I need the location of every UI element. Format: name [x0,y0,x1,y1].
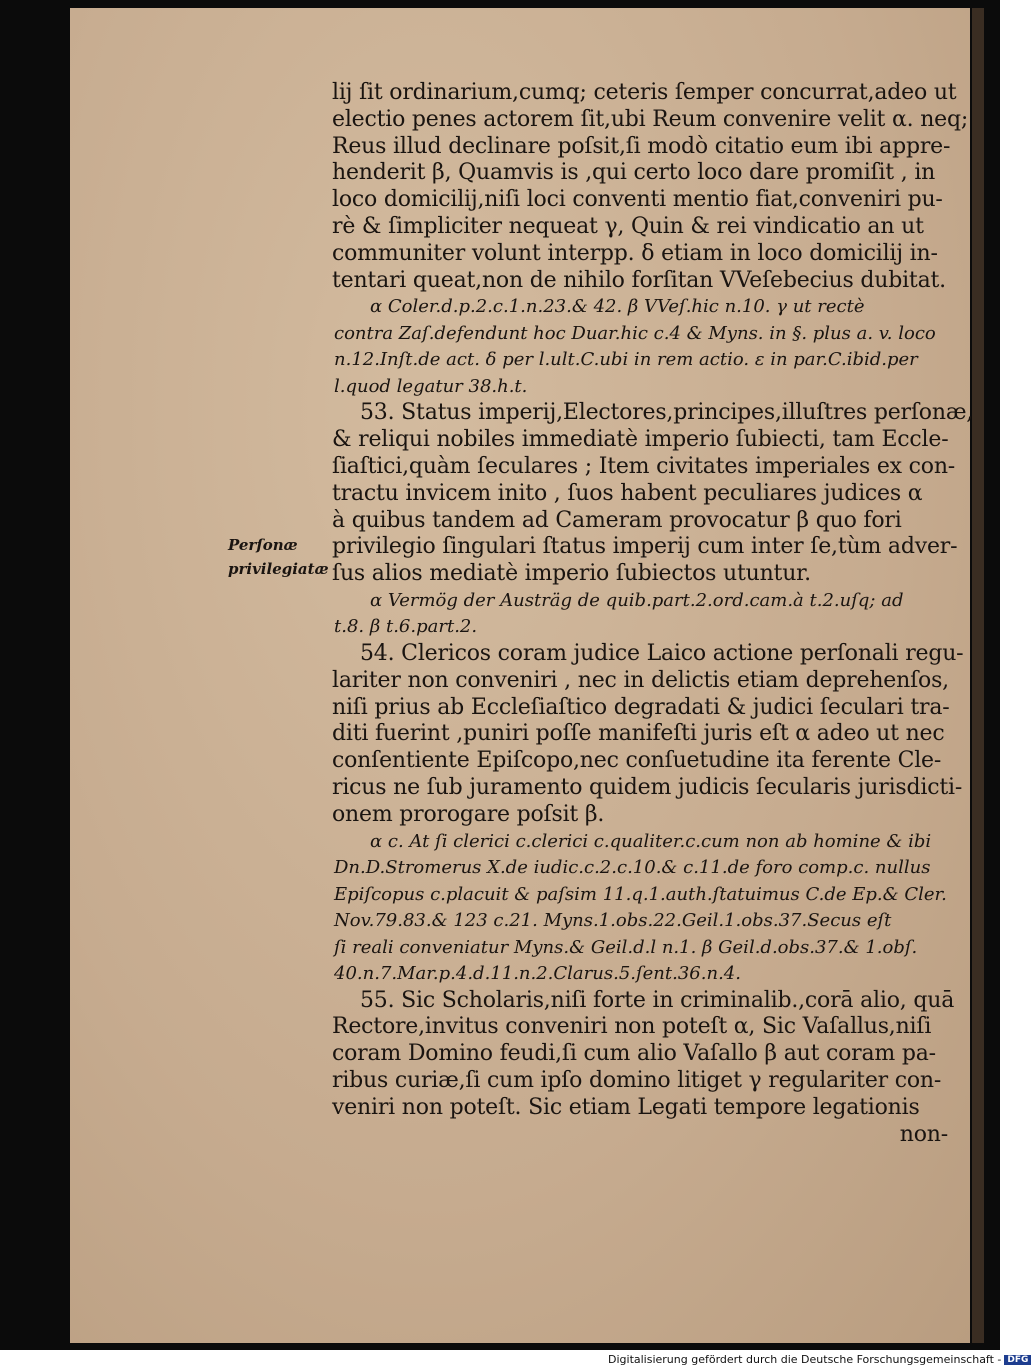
text-line: & reliqui nobiles immediatè imperio ſubiecti, tam Eccle- [332,427,949,453]
text-line: electio penes actorem ſit,ubi Reum convenire velit α. neq; [332,106,969,132]
footnote-line: α c. At ſi clerici c.clerici c.qualiter.c.cum non ab homine & ibi [370,830,932,852]
text-line: ribus curiæ,ſi cum ipſo domino litiget γ regulariter con- [332,1067,942,1093]
footnote-line: α Vermög der Austräg de quib.part.2.ord.cam.à t.2.uſq; ad [370,589,904,611]
footnote-line: Nov.79.83.& 123 c.21. Myns.1.obs.22.Geil.1.obs.37.Secus eſt [334,910,892,932]
footnote-line: ſi reali conveniatur Myns.& Geil.d.l n.1. β Geil.d.obs.37.& 1.obſ. [334,936,918,958]
text-line: coram Domino feudi,ſi cum alio Vaſallo β aut coram pa- [332,1041,936,1067]
footnote-line: Epiſcopus c.placuit & paſsim 11.q.1.auth.ſtatuimus C.de Ep.& Cler. [334,883,947,905]
footnote-line: l.quod legatur 38.h.t. [334,375,528,397]
text-line: 55. Sic Scholaris,niſi forte in criminalib.,corā alio, quā [360,987,955,1013]
footnote-line: contra Zaſ.defendunt hoc Duar.hic c.4 & Myns. in §. plus a. v. loco [334,322,936,344]
text-line: ſiaſtici,quàm ſeculares ; Item civitates imperiales ex con- [332,453,956,479]
text-line: Rectore,invitus conveniri non poteſt α, Sic Vaſallus,niſi [332,1014,932,1040]
margin-note [228,533,329,581]
text-line: tractu invicem inito , ſuos habent peculiares judices α [332,480,923,506]
text-line: henderit β, Quamvis is ,qui certo loco dare promiſit , in [332,160,936,186]
text-line: à quibus tandem ad Cameram provocatur β quo fori [332,507,902,533]
footnote-line: t.8. β t.6.part.2. [334,616,478,638]
dfg-logo: DFG [1004,1355,1031,1365]
page-edge [972,8,984,1343]
text-line: lariter non conveniri , nec in delictis etiam deprehenſos, [332,667,949,693]
text-line: 53. Status imperij,Electores,principes,illuſtres perſonæ, [360,400,974,426]
text-line: ſus alios mediatè imperio ſubiectos utuntur. [332,561,811,587]
text-line: conſentiente Epiſcopo,nec conſuetudine ita ferente Cle- [332,748,942,774]
footnote-line: α Coler.d.p.2.c.1.n.23.& 42. β VVeſ.hic n.10. γ ut rectè [370,296,865,318]
footnote-line: Dn.D.Stromerus X.de iudic.c.2.c.10.& c.11.de foro comp.c. nullus [334,857,931,879]
footer-text: Digitalisierung gefördert durch die Deutsche Forschungsgemeinschaft - [608,1353,1002,1366]
text-line: diti fuerint ,puniri poſſe manifeſti juris eſt α adeo ut nec [332,721,945,747]
text-line: niſi prius ab Eccleſiaſtico degradati & judici ſeculari tra- [332,694,950,720]
footnote-line: n.12.Inſt.de act. δ per l.ult.C.ubi in rem actio. ε in par.C.ibid.per [334,349,918,371]
text-line: Reus illud declinare poſsit,ſi modò citatio eum ibi appre- [332,133,951,159]
text-line: onem prorogare poſsit β. [332,801,605,827]
margin-note-line: privilegiatæ [228,560,329,578]
text-line: loco domicilij,niſi loci conventi mentio fiat,conveniri pu- [332,187,943,213]
text-line: lij ſit ordinarium,cumq; ceteris ſemper concurrat,adeo ut [332,80,957,105]
text-line: 54. Clericos coram judice Laico actione perſonali regu- [360,640,964,666]
catchword: non- [899,1121,948,1147]
text-line: communiter volunt interpp. δ etiam in loco domicilij in- [332,240,938,266]
footnote-line: 40.n.7.Mar.p.4.d.11.n.2.Clarus.5.ſent.36.n.4. [334,963,741,985]
text-line: rè & ſimpliciter nequeat γ, Quin & rei vindicatio an ut [332,213,924,239]
text-line: tentari queat,non de nihilo forſitan VVeſebecius dubitat. [332,267,946,293]
text-line: ricus ne ſub juramento quidem judicis ſecularis jurisdicti- [332,774,963,800]
page-text [332,80,974,1148]
digitization-footer [608,1353,1031,1366]
margin-note-line: Perſonæ [228,536,298,554]
text-line: privilegio ſingulari ſtatus imperij cum inter ſe,tùm adver- [332,534,958,560]
text-line: veniri non poteſt. Sic etiam Legati tempore legationis [332,1094,920,1120]
